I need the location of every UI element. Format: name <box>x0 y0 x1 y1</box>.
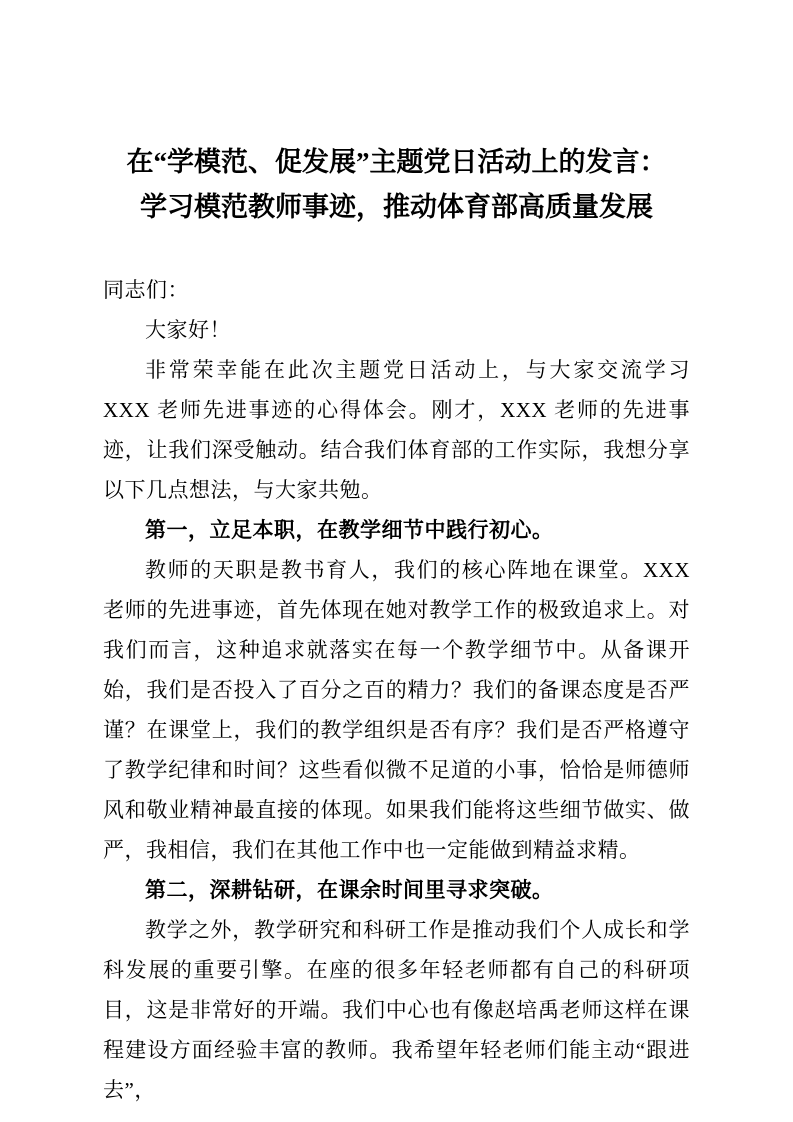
paragraph-salutation: 同志们： <box>103 278 189 302</box>
section-heading-1: 第一，立足本职，在教学细节中践行初心。 <box>145 518 554 542</box>
document-title <box>103 140 690 230</box>
document-body <box>103 270 690 1110</box>
section-heading-2: 第二，深耕钻研，在课余时间里寻求突破。 <box>145 878 554 902</box>
paragraph-section-2: 教学之外，教学研究和科研工作是推动我们个人成长和学科发展的重要引擎。在座的很多年轻老师都有自己的科研项目，这是非常好的开端。我们中心也有像赵培禹老师这样在课程建设方面经验丰富的教师。我希望年轻老师们能主动“跟进去”， <box>103 918 690 1102</box>
paragraph-greeting: 大家好！ <box>145 318 231 342</box>
document-title-line-2: 学习模范教师事迹，推动体育部高质量发展 <box>140 192 653 222</box>
paragraph-section-1: 教师的天职是教书育人，我们的核心阵地在课堂。XXX 老师的先进事迹，首先体现在她对教学工作的极致追求上。对我们而言，这种追求就落实在每一个教学细节中。从备课开始，我们是否投入了百分之百的精力？我们的备课态度是否严谨？在课堂上，我们的教学组织是否有序？我们是否严格遵守了教学纪律和时间？这些看似微不足道的小事，恰恰是师德师风和敬业精神最直接的体现。如果我们能将这些细节做实、做严，我相信，我们在其他工作中也一定能做到精益求精。 <box>103 558 690 862</box>
document-title-line-1: 在“学模范、促发展”主题党日活动上的发言： <box>126 147 667 177</box>
paragraph-intro: 非常荣幸能在此次主题党日活动上，与大家交流学习 XXX 老师先进事迹的心得体会。刚才，XXX 老师的先进事迹，让我们深受触动。结合我们体育部的工作实际，我想分享以下几点想法，与大家共勉。 <box>103 358 690 502</box>
